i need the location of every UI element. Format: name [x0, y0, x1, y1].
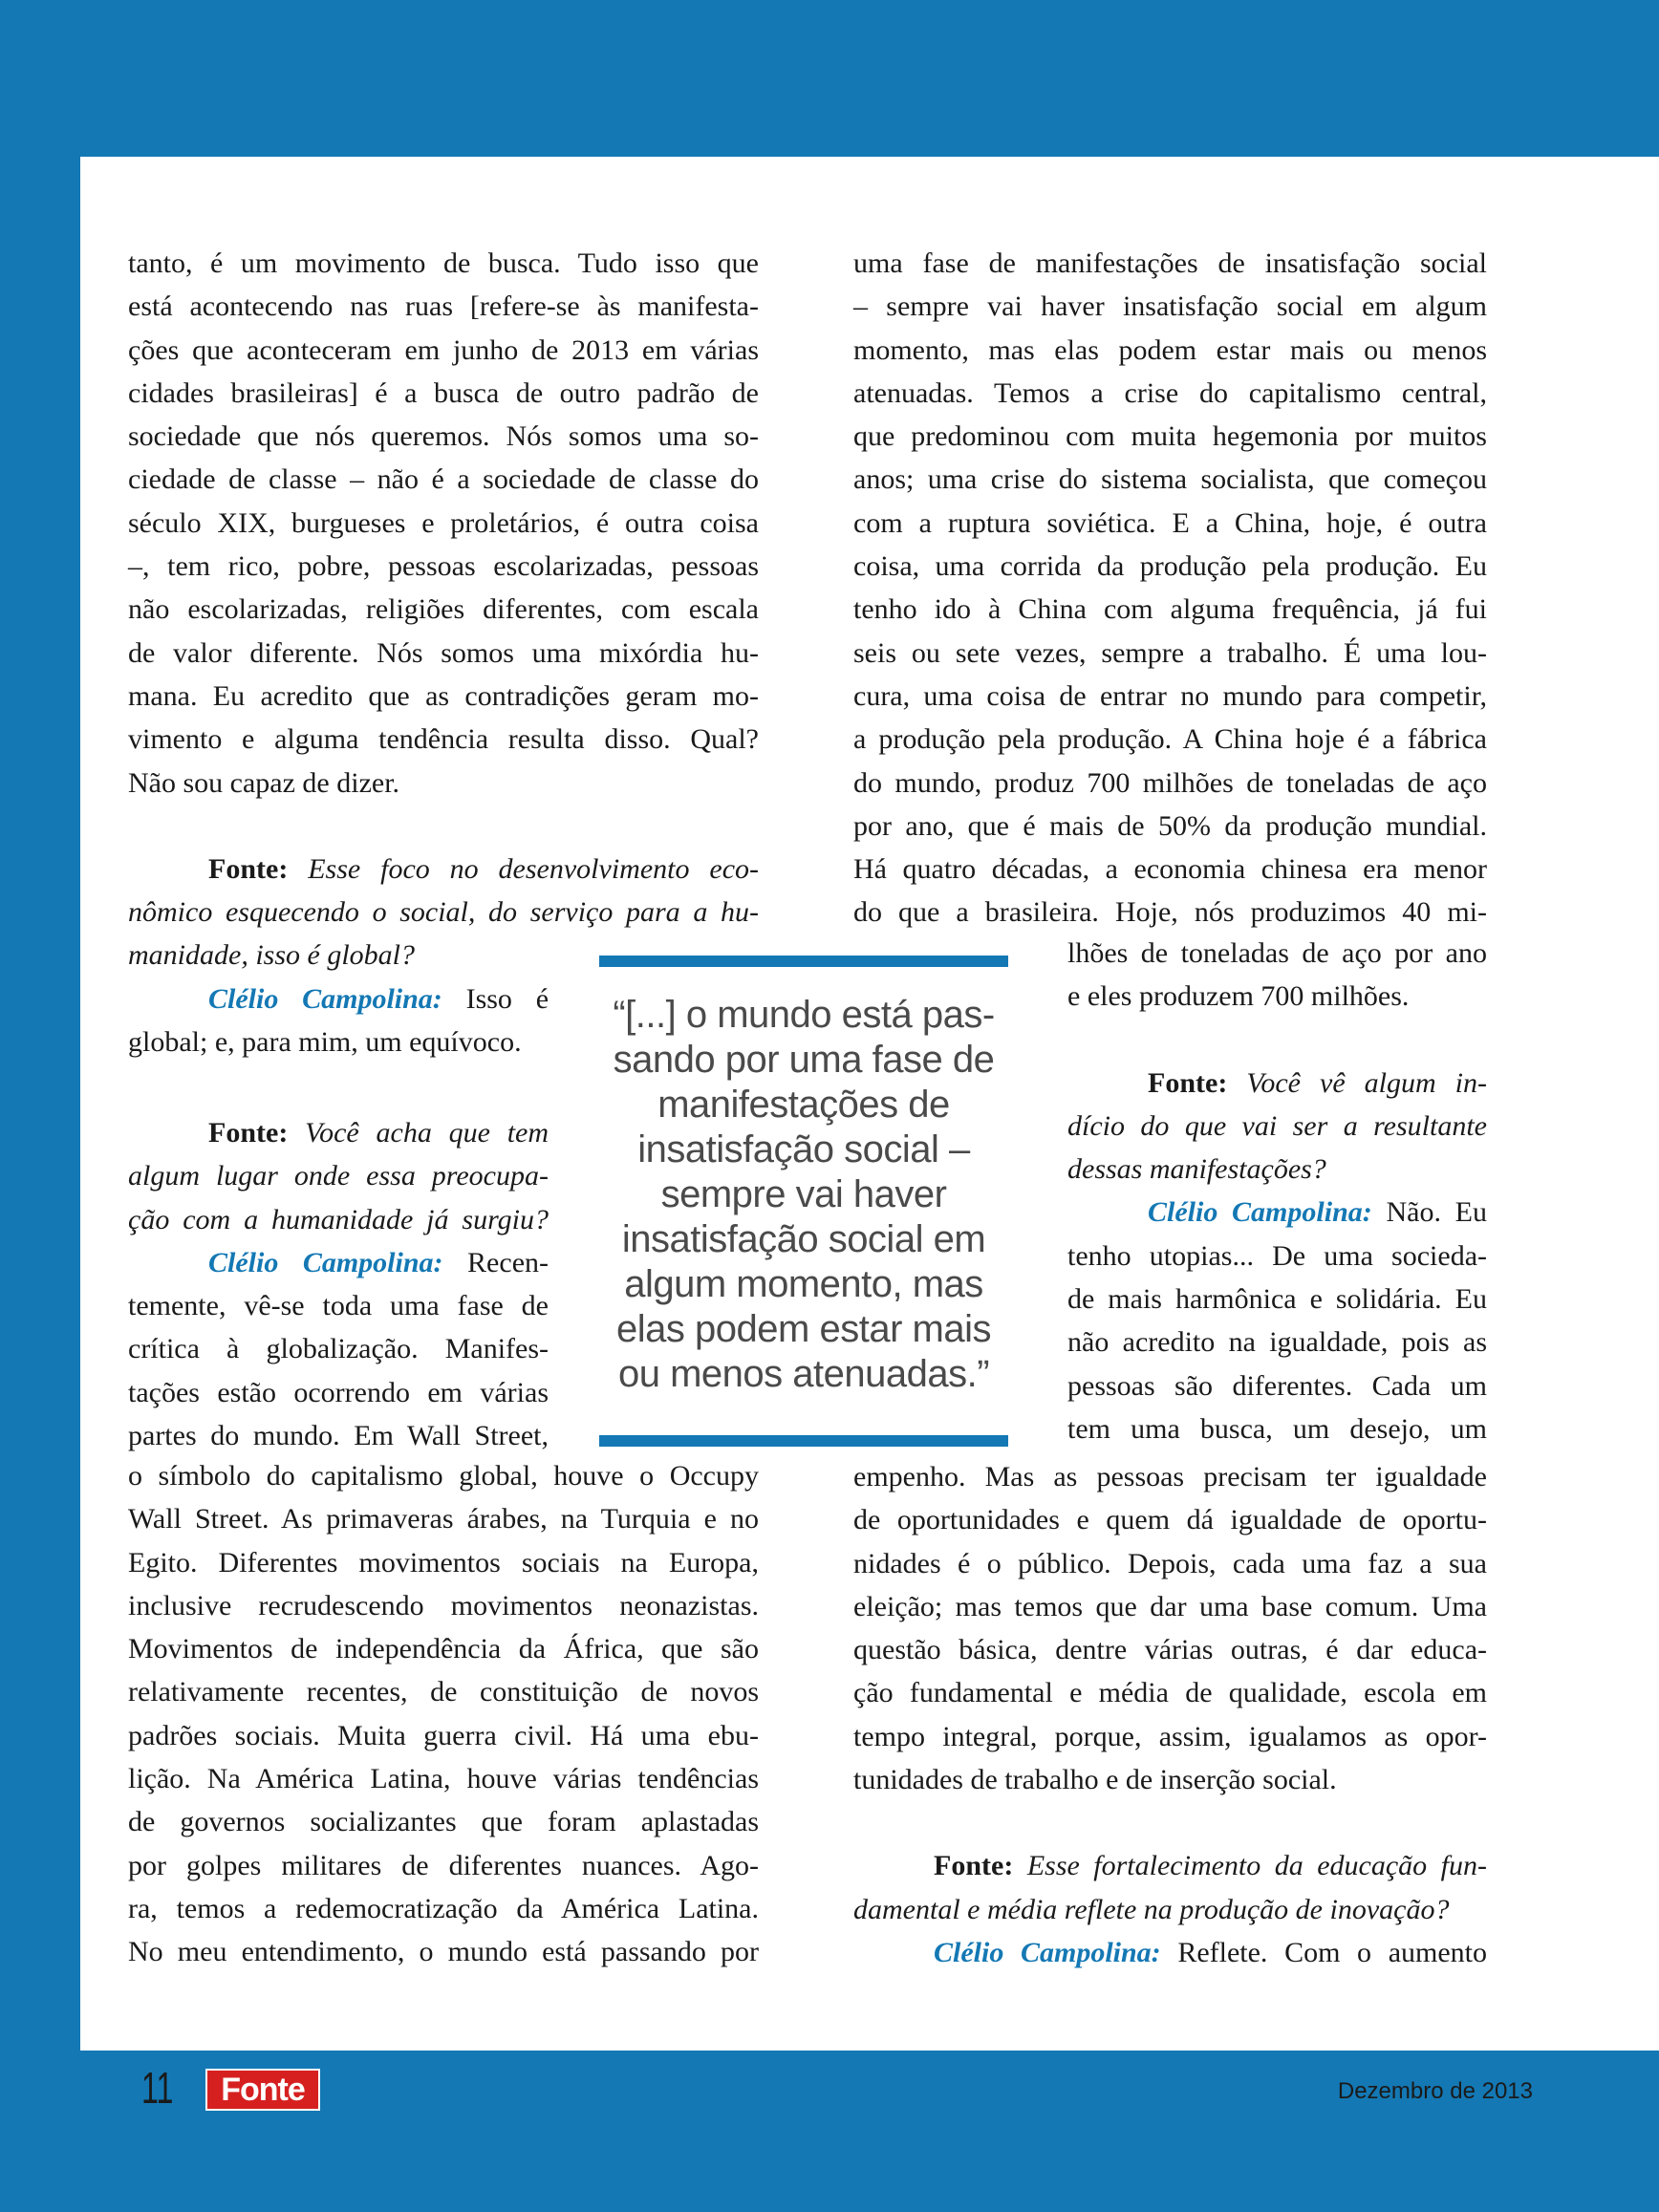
paragraph-line: padrões sociais. Muita guerra civil. Há uma ebu-	[128, 1719, 759, 1751]
question-text: algum lugar onde essa preocupa-	[128, 1160, 549, 1192]
speaker-label: Clélio Campolina:	[1148, 1196, 1372, 1229]
paragraph-line: Há quatro décadas, a economia chinesa era menor	[853, 853, 1487, 886]
answer-text: Recen-	[467, 1246, 549, 1278]
left-column-bottom	[128, 1454, 759, 1974]
answer-text: temente, vê-se toda uma fase de	[128, 1290, 549, 1322]
paragraph-line: coisa, uma corrida da produção pela produção. Eu	[853, 550, 1487, 583]
answer-text: Não. Eu	[1386, 1196, 1487, 1229]
pull-quote-line: “[...] o mundo está pas-	[613, 994, 995, 1036]
pull-quote	[599, 956, 1008, 1447]
answer-text: global; e, para mim, um equívoco.	[128, 1026, 522, 1059]
paragraph-line: empenho. Mas as pessoas precisam ter igualdade	[853, 1461, 1487, 1493]
answer-2-continued	[128, 1454, 759, 1974]
answer-text: e eles produzem 700 milhões.	[1067, 980, 1410, 1013]
paragraph-line: de governos socializantes que foram aplastadas	[128, 1806, 759, 1838]
paragraph-line: do que a brasileira. Hoje, nós produzimos 40 mi-	[853, 896, 1487, 929]
question-text: dício do que vai ser a resultante	[1067, 1109, 1487, 1142]
paragraph-line: tenho ido à China com alguma frequência, já fui	[853, 593, 1487, 626]
paragraph-line: ciedade de classe – não é a sociedade de classe do	[128, 463, 759, 496]
paragraph-line: relativamente recentes, de constituição de novos	[128, 1676, 759, 1708]
paragraph-line: anos; uma crise do sistema socialista, que começou	[853, 463, 1487, 496]
paragraph-line: por ano, que é mais de 50% da produção mundial.	[853, 809, 1487, 842]
paragraph-line: mana. Eu acredito que as contradições geram mo-	[128, 679, 759, 712]
paragraph-line: Wall Street. As primaveras árabes, na Turquia e no	[128, 1503, 759, 1536]
answer-text: de mais harmônica e solidária. Eu	[1067, 1283, 1487, 1316]
paragraph-line: inclusive recrudescendo movimentos neonazistas.	[128, 1589, 759, 1621]
answer-3-start	[1067, 1191, 1487, 1450]
pull-quote-line: manifestações de	[657, 1084, 950, 1126]
paragraph-line: Egito. Diferentes movimentos sociais na Europa,	[128, 1546, 759, 1578]
answer-4-start	[853, 1931, 1487, 1974]
question-4	[853, 1844, 1487, 1931]
speaker-label: Clélio Campolina:	[934, 1936, 1161, 1968]
paragraph-line: tanto, é um movimento de busca. Tudo isso que	[128, 247, 759, 279]
answer-text: tem uma busca, um desejo, um	[1067, 1412, 1487, 1445]
paragraph-line: de valor diferente. Nós somos uma mixórdia hu-	[128, 636, 759, 669]
interviewer-label: Fonte:	[934, 1850, 1014, 1882]
interviewer-label: Fonte:	[1148, 1066, 1228, 1099]
question-text: Esse foco no desenvolvimento eco-	[308, 852, 760, 885]
answer-text: partes do mundo. Em Wall Street,	[128, 1420, 549, 1452]
pull-quote-text	[599, 967, 1008, 1397]
question-text: damental e média reflete na produção de inovação?	[853, 1893, 1450, 1925]
paragraph-line: Não sou capaz de dizer.	[128, 766, 400, 799]
issue-date: Dezembro de 2013	[1337, 2078, 1533, 2104]
answer-1	[128, 977, 549, 1064]
paragraph-line: questão básica, dentre várias outras, é dar educa-	[853, 1634, 1487, 1666]
answer-2-start	[128, 1241, 549, 1457]
left-column-top	[128, 242, 759, 1063]
answer-text: lhões de toneladas de aço por ano	[1067, 937, 1487, 969]
paragraph-line: Movimentos de independência da África, que são	[128, 1633, 759, 1665]
pull-quote-line: insatisfação social em	[621, 1218, 986, 1260]
pull-quote-line: sando por uma fase de	[613, 1039, 995, 1081]
paragraph-line: o símbolo do capitalismo global, houve o Occupy	[128, 1460, 759, 1492]
question-2	[128, 1111, 549, 1241]
paragraph-line: – sempre vai haver insatisfação social em algum	[853, 290, 1487, 323]
question-text: Você vê algum in-	[1246, 1066, 1488, 1099]
paragraph-line: tempo integral, porque, assim, igualamos as opor-	[853, 1720, 1487, 1752]
paragraph-line: não escolarizadas, religiões diferentes, com escala	[128, 593, 759, 626]
answer-text: tenho utopias... De uma socieda-	[1067, 1239, 1487, 1272]
left-paragraph-1	[128, 242, 759, 805]
page-number: 11	[141, 2063, 174, 2113]
interviewer-label: Fonte:	[208, 852, 289, 885]
paragraph-line: atenuadas. Temos a crise do capitalismo central,	[853, 376, 1487, 409]
left-column-wrap	[128, 1111, 549, 1457]
paragraph-line: nidades é o público. Depois, cada uma faz a sua	[853, 1547, 1487, 1579]
paragraph-line: –, tem rico, pobre, pessoas escolarizadas, pessoas	[128, 550, 759, 583]
paragraph-line: século XIX, burgueses e proletários, é outra coisa	[128, 506, 759, 539]
question-3	[1067, 1062, 1487, 1192]
interviewer-label: Fonte:	[208, 1117, 289, 1149]
paragraph-line: cura, uma coisa de entrar no mundo para competir,	[853, 679, 1487, 712]
paragraph-line: está acontecendo nas ruas [refere-se às manifesta-	[128, 290, 759, 323]
paragraph-line: do mundo, produz 700 milhões de toneladas de aço	[853, 766, 1487, 799]
paragraph-line: tunidades de trabalho e de inserção social.	[853, 1764, 1337, 1796]
paragraph-line: ção fundamental e média de qualidade, escola em	[853, 1677, 1487, 1709]
paragraph-line: ra, temos a redemocratização da América Latina.	[128, 1892, 759, 1924]
right-paragraph-1	[853, 242, 1487, 934]
pull-quote-line: elas podem estar mais	[616, 1308, 991, 1350]
paragraph-line: vimento e alguma tendência resulta disso. Qual?	[128, 723, 759, 756]
question-text: nômico esquecendo o social, do serviço para a hu-	[128, 896, 759, 929]
answer-text: pessoas são diferentes. Cada um	[1067, 1369, 1487, 1402]
paragraph-line: eleição; mas temos que dar uma base comum. Uma	[853, 1590, 1487, 1622]
answer-text: crítica à globalização. Manifes-	[128, 1333, 549, 1365]
question-text: manidade, isso é global?	[128, 939, 415, 972]
answer-text: não acredito na igualdade, pois as	[1067, 1326, 1487, 1359]
answer-text: Isso é	[465, 982, 549, 1015]
paragraph-line: sociedade que nós queremos. Nós somos uma so-	[128, 420, 759, 453]
paragraph-line: cidades brasileiras] é a busca de outro padrão de	[128, 376, 759, 409]
answer-text: tações estão ocorrendo em várias	[128, 1376, 549, 1408]
paragraph-line: com a ruptura soviética. E a China, hoje, é outra	[853, 506, 1487, 539]
question-text: Esse fortalecimento da educação fun-	[1026, 1850, 1487, 1882]
paragraph-line: No meu entendimento, o mundo está passando por	[128, 1936, 759, 1968]
paragraph-line: ções que aconteceram em junho de 2013 em várias	[128, 333, 759, 366]
speaker-label: Clélio Campolina:	[208, 982, 442, 1015]
speaker-label: Clélio Campolina:	[208, 1246, 443, 1278]
paragraph-line: a produção pela produção. A China hoje é a fábrica	[853, 723, 1487, 756]
question-text: dessas manifestações?	[1067, 1153, 1326, 1186]
magazine-logo: Fonte	[205, 2069, 320, 2111]
right-column-bottom	[853, 1455, 1487, 1974]
pull-quote-line: ou menos atenuadas.”	[617, 1353, 990, 1395]
paragraph-line: uma fase de manifestações de insatisfação social	[853, 247, 1487, 279]
pull-quote-line: sempre vai haver	[660, 1173, 947, 1215]
question-text: ção com a humanidade já surgiu?	[128, 1203, 549, 1235]
paragraph-line: de oportunidades e quem dá igualdade de oportu-	[853, 1504, 1487, 1536]
question-text: Você acha que tem	[305, 1117, 549, 1149]
paragraph-line: que predominou com muita hegemonia por muitos	[853, 420, 1487, 453]
paragraph-line: seis ou sete vezes, sempre a trabalho. É uma lou-	[853, 636, 1487, 669]
answer-text: Reflete. Com o aumento	[1177, 1936, 1487, 1968]
paragraph-line: por golpes militares de diferentes nuances. Ago-	[128, 1849, 759, 1881]
right-column-wrap	[1067, 932, 1487, 1450]
right-column-top	[853, 242, 1487, 934]
pull-quote-line: insatisfação social –	[637, 1128, 970, 1170]
paragraph-line: lição. Na América Latina, houve várias tendências	[128, 1763, 759, 1795]
answer-3-continued	[853, 1455, 1487, 1801]
paragraph-line: momento, mas elas podem estar mais ou menos	[853, 333, 1487, 366]
pull-quote-line: algum momento, mas	[624, 1263, 983, 1305]
